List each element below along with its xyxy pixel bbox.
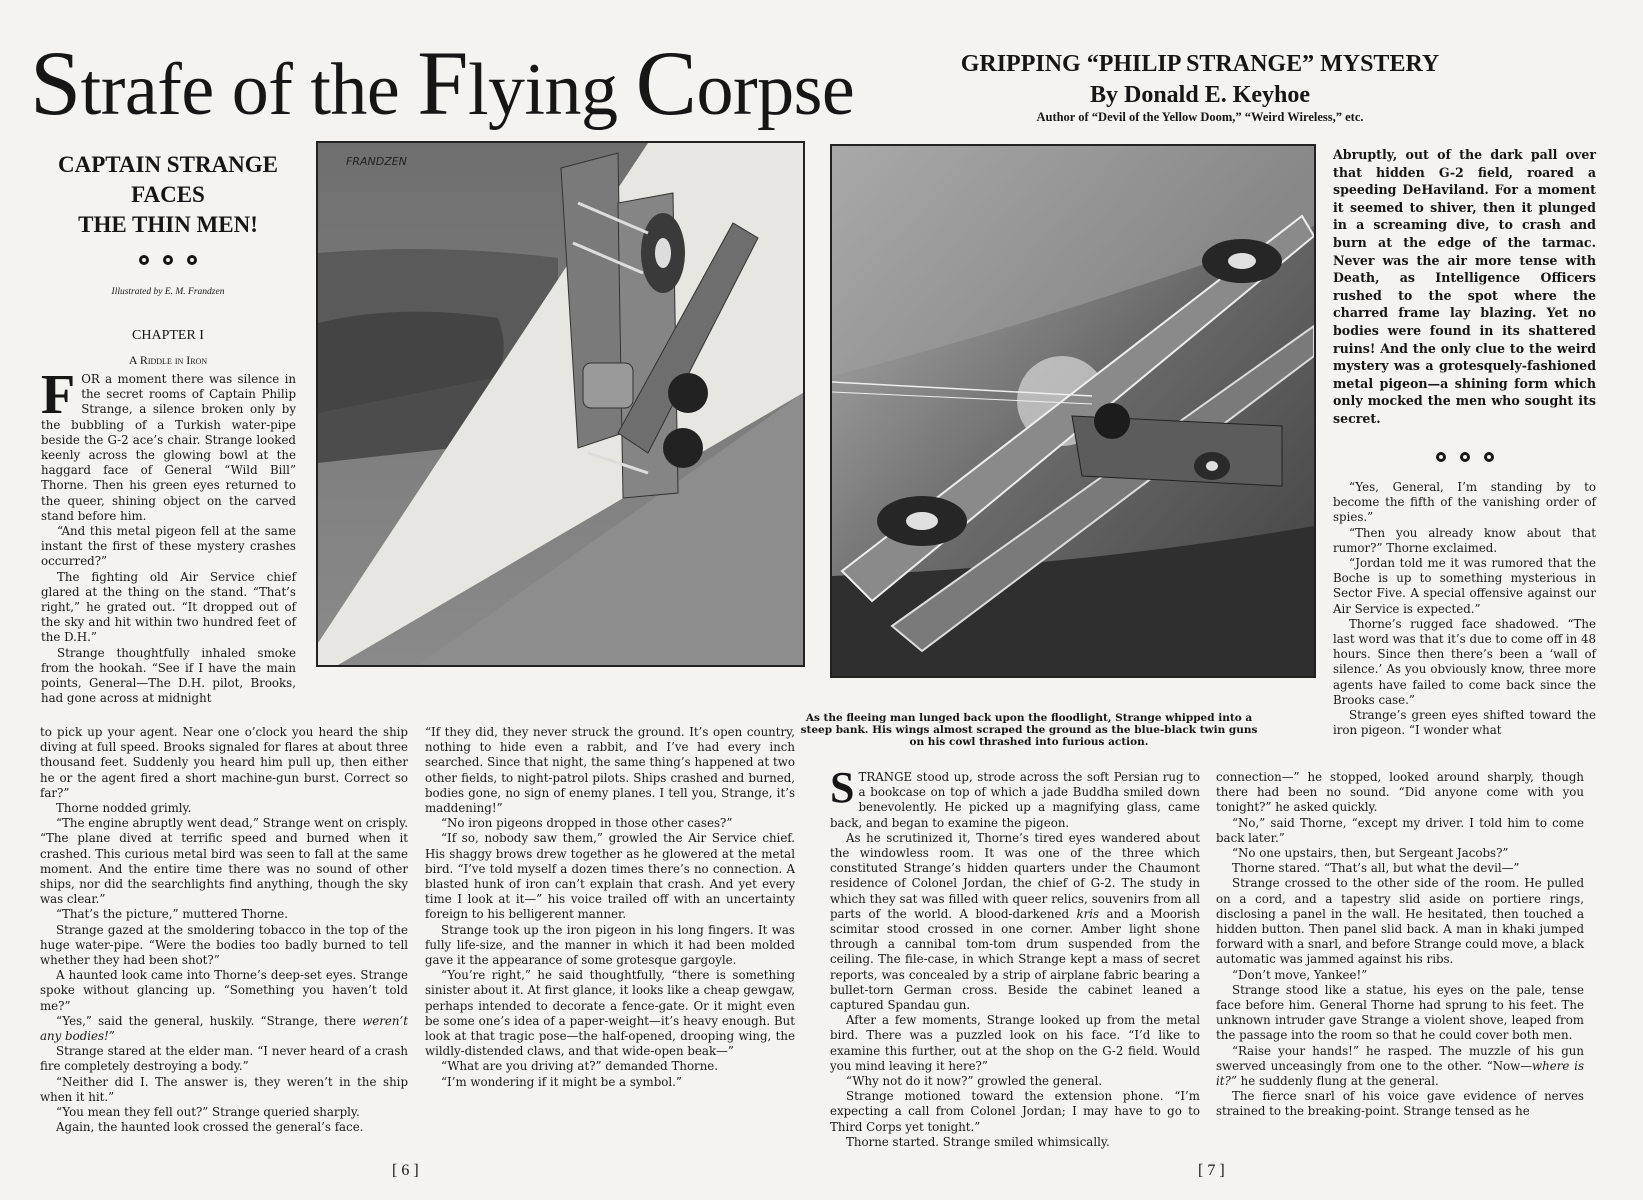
star-icon bbox=[187, 255, 197, 265]
paragraph: “Don’t move, Yankee!” bbox=[1232, 967, 1368, 982]
star-icon bbox=[1484, 452, 1494, 462]
paragraph: “And this metal pigeon fell at the same instant the first of these mystery crashes occurred?” bbox=[41, 524, 296, 569]
subhead bbox=[28, 150, 308, 240]
paragraph-text: As he scrutinized it, Thorne’s tired eyes wandered about the windowless room. It was one of the three which constituted Strange’s hidden quarters under the Chaumont residence of Colonel Jordan, the chief of G-2. The study in which they sat was filled with queer relics, souvenirs from all parts of the world. A blood-darkened bbox=[830, 830, 1200, 921]
diving-biplane-drawing bbox=[318, 143, 803, 665]
subhead-line: CAPTAIN STRANGE bbox=[57, 152, 279, 177]
drop-cap: S bbox=[830, 763, 855, 812]
paragraph: connection—” he stopped, looked around sharply, though there had been no sound. “Did anyone come with you tonight?” he asked quickly. bbox=[1216, 770, 1584, 815]
paragraph: “Yes, General, I’m standing by to become the fifth of the vanishing order of spies.” bbox=[1333, 480, 1596, 525]
star-icon bbox=[163, 255, 173, 265]
story-title bbox=[30, 32, 855, 135]
title-part: orpse bbox=[696, 49, 855, 131]
paragraph: Strange motioned toward the extension phone. “I’m expecting a call from Colonel Jordan; I may have to go to Third Corps yet tonight.” bbox=[830, 1089, 1200, 1134]
paragraph bbox=[1216, 1044, 1584, 1090]
illustration-banking-biplane-floodlight bbox=[830, 144, 1316, 678]
star-icon bbox=[139, 255, 149, 265]
paragraph: “Jordan told me it was rumored that the Boche is up to something mysterious in Sector Five. A special offensive against our Air Service is expected.” bbox=[1333, 556, 1596, 616]
paragraph: The fierce snarl of his voice gave evidence of nerves strained to the breaking-point. Strange tensed as he bbox=[1216, 1089, 1584, 1119]
paragraph: “Neither did I. The answer is, they weren’t in the ship when it hit.” bbox=[40, 1074, 408, 1104]
three-star-ornament-icon bbox=[28, 255, 308, 265]
title-initial-f: F bbox=[417, 32, 468, 134]
opening-paragraph bbox=[830, 763, 1200, 831]
column-2 bbox=[425, 725, 795, 1090]
title-initial-s: S bbox=[30, 32, 81, 134]
illustration-diving-biplane-searchlight bbox=[316, 141, 805, 667]
italic-text: weren’t any bodies!” bbox=[40, 1013, 408, 1044]
paragraph: “The engine abruptly went dead,” Strange went on crisply. “The plane dived at terrific speed and burned when it crashed. This curious metal bird was seen to fall at the same moment. And the entire time there was no sound of other ships, nor did the searchlights find anything, though the sky was clear.” bbox=[40, 816, 408, 907]
paragraph-text: TRANGE stood up, strode across the soft Persian rug to a bookcase on top of which a jade Buddha smiled down benevolently. He picked up a magnifying glass, came back, and began to examine the pigeon. bbox=[830, 770, 1200, 830]
paragraph: Thorne nodded grimly. bbox=[56, 801, 192, 816]
paragraph: Strange stood like a statue, his eyes on the pale, tense face before him. General Thorne had sprung to his feet. The unknown intruder gave Strange a violent shove, leaped from the passage into the room so that he could cover both men. bbox=[1216, 982, 1584, 1043]
artist-signature: FRANDZEN bbox=[346, 155, 407, 168]
paragraph: Strange took up the iron pigeon in his long fingers. It was fully life-size, and the manner in which it had been molded gave it the appearance of some grotesque gargoyle. bbox=[425, 922, 795, 968]
opening-paragraph bbox=[41, 364, 296, 524]
title-initial-c: C bbox=[635, 32, 697, 134]
paragraph-text: “Raise your hands!” he rasped. The muzzle of his gun swerved unceasingly from one to the other. “Now— bbox=[1216, 1043, 1584, 1073]
paragraph-text: OR a moment there was silence in the secret rooms of Captain Philip Strange, a silence broken only by the bubbling of a Turkish water-pipe beside the G-2 ace’s chair. Strange looked keenly across the glowing bowl at the haggard face of General “Wild Bill” Thorne. Then his green eyes returned to the queer, shining object on the carved stand before him. bbox=[41, 372, 296, 523]
column-4-bottom bbox=[1216, 770, 1584, 1120]
star-icon bbox=[1436, 452, 1446, 462]
italic-text: where is it?” bbox=[1216, 1058, 1585, 1089]
paragraph: “If so, nobody saw them,” growled the Air Service chief. His shaggy brows drew together as he glowered at the metal bird. “I’ve told myself a dozen times there’s no connection. A blasted hunk of iron can’t explain that crash. And yet every time I look at it—” his voice trailed off with an uncertainty foreign to his belligerent manner. bbox=[425, 831, 795, 922]
column-3 bbox=[830, 763, 1200, 1150]
paragraph: “What are you driving at?” demanded Thorne. bbox=[441, 1059, 719, 1074]
drop-cap: F bbox=[41, 364, 76, 426]
illustrator-credit: Illustrated by E. M. Frandzen bbox=[111, 287, 225, 297]
paragraph: “No,” said Thorne, “except my driver. I told him to come back later.” bbox=[1216, 815, 1584, 845]
paragraph: Thorne stared. “That’s all, but what the devil—” bbox=[1232, 861, 1520, 876]
chapter-heading: CHAPTER I bbox=[132, 328, 204, 343]
paragraph: “That’s the picture,” muttered Thorne. bbox=[56, 907, 289, 922]
banking-biplane-drawing bbox=[832, 146, 1314, 676]
paragraph bbox=[40, 1014, 408, 1044]
paragraph: Again, the haunted look crossed the general’s face. bbox=[56, 1120, 364, 1135]
subhead-line: FACES bbox=[131, 182, 205, 207]
paragraph: “If they did, they never struck the ground. It’s open country, nothing to hide even a rabbit, and I’ve had every inch searched. Since that night, the same thing’s happened at two other fields, to night-patrol pilots. Ships crashed and burned, bodies gone, no sign of enemy planes. I tell you, Strange, it’s maddening!” bbox=[425, 725, 795, 816]
series-line: GRIPPING “PHILIP STRANGE” MYSTERY bbox=[960, 51, 1440, 77]
paragraph: “You’re right,” he said thoughtfully, “there is something sinister about it. At first glance, it looks like a cheap gewgaw, perhaps intended to decorate a fence-gate. Or it might even be some one’s idea of a paper-weight—it’s heavy enough. But look at that tragic pose—the half-opened, drooping wing, the wildly-distended claws, and that wide-open beak—” bbox=[425, 968, 795, 1059]
illustration-caption: As the fleeing man lunged back upon the floodlight, Strange whipped into a steep bank. His wings almost scraped the ground as the blue-black twin guns on his cowl thrashed into furious action. bbox=[800, 712, 1258, 748]
title-part: lying bbox=[467, 49, 636, 131]
paragraph: Thorne’s rugged face shadowed. “The last word was that it’s due to come off in 48 hours. Since then there’s been a ‘wall of silence.’ As you obviously know, three more agents have failed to come back since the Brooks case.” bbox=[1333, 616, 1596, 707]
author-credits: Author of “Devil of the Yellow Doom,” “Weird Wireless,” etc. bbox=[1036, 110, 1364, 124]
paragraph: A haunted look came into Thorne’s deep-set eyes. Strange spoke without glancing up. “Something you haven’t told me?” bbox=[40, 968, 408, 1013]
paragraph-text: he suddenly flung at the general. bbox=[1236, 1074, 1439, 1089]
paragraph: “Then you already know about that rumor?” Thorne exclaimed. bbox=[1333, 525, 1596, 555]
paragraph-text: and a Moorish scimitar stood crossed in one corner. Amber light shone through a cannibal tom-tom drum suspended from the ceiling. The file-case, in which Strange kept a mass of secret reports, was concealed by a strip of airplane fabric bearing a bullet-torn German cross. Beside the cabinet leaned a captured Spandau gun. bbox=[830, 906, 1200, 1013]
paragraph: After a few moments, Strange looked up from the metal bird. There was a puzzled look on his face. “I’d like to examine this further, out at the shop on the G-2 field. Would you mind leaving it here?” bbox=[830, 1013, 1200, 1073]
paragraph: The fighting old Air Service chief glared at the thing on the stand. “That’s right,” he grated out. “It dropped out of the sky and hit within two hundred feet of the D.H.” bbox=[41, 569, 296, 645]
column-4-top bbox=[1333, 480, 1596, 738]
three-star-ornament-icon bbox=[1333, 452, 1596, 462]
paragraph: “Why not do it now?” growled the general. bbox=[846, 1074, 1103, 1089]
chapter-title: A Riddle in Iron bbox=[128, 353, 208, 367]
paragraph: “You mean they fell out?” Strange queried sharply. bbox=[56, 1105, 360, 1120]
paragraph: Strange crossed to the other side of the room. He pulled on a cord, and a tapestry slid aside on portiere rings, disclosing a panel in the wall. He hesitated, then touched a hidden button. Then panel slid back. A man in khaki jumped forward with a snarl, and before Strange could move, a black automatic was jammed against his ribs. bbox=[1216, 876, 1584, 967]
paragraph-text: “Yes,” said the general, huskily. “Strange, there bbox=[56, 1013, 363, 1028]
italic-text: kris bbox=[1076, 906, 1100, 921]
paragraph: Strange’s green eyes shifted toward the iron pigeon. “I wonder what bbox=[1333, 708, 1596, 738]
subhead-line: THE THIN MEN! bbox=[78, 212, 258, 237]
paragraph: Strange stared at the elder man. “I never heard of a crash fire completely destroying a body.” bbox=[40, 1044, 408, 1074]
paragraph: “I’m wondering if it might be a symbol.” bbox=[441, 1074, 682, 1089]
column-1-bottom bbox=[40, 725, 408, 1135]
byline: By Donald E. Keyhoe bbox=[1089, 82, 1311, 108]
paragraph: “No one upstairs, then, but Sergeant Jacobs?” bbox=[1232, 846, 1509, 861]
story-blurb: Abruptly, out of the dark pall over that hidden G-2 field, roared a speeding DeHaviland. For a moment it seemed to shiver, then it plunged in a screaming dive, to crash and burn at the edge of the tarmac. Never was the air more tense with Death, as Intelligence Officers rushed to the spot where the charred frame lay blazing. Yet no bodies were found in its shattered ruins! And the only clue to the weird mystery was a grotesquely-fashioned metal pigeon—a shining form which only mocked the men who sought its secret. bbox=[1333, 147, 1596, 426]
paragraph: Thorne started. Strange smiled whimsically. bbox=[846, 1134, 1110, 1149]
paragraph: Strange gazed at the smoldering tobacco in the top of the huge water-pipe. “Were the bodies too badly burned to tell whether they had been shot?” bbox=[40, 922, 408, 968]
title-part: trafe of the bbox=[80, 49, 418, 131]
paragraph: Strange thoughtfully inhaled smoke from the hookah. “See if I have the main points, General—The D.H. pilot, Brooks, had gone across at midnight bbox=[41, 645, 296, 706]
paragraph: “No iron pigeons dropped in those other cases?” bbox=[441, 816, 733, 831]
star-icon bbox=[1460, 452, 1470, 462]
column-1-top bbox=[41, 364, 296, 706]
paragraph bbox=[830, 831, 1200, 1013]
paragraph: to pick up your agent. Near one o’clock you heard the ship diving at full speed. Brooks signaled for flares at about three thousand feet. Suddenly you heard him pull up, then either he or the agent fired a short machine-gun burst. Correct so far?” bbox=[40, 725, 408, 800]
page-number-left: [ 6 ] bbox=[392, 1162, 419, 1179]
page-number-right: [ 7 ] bbox=[1198, 1162, 1225, 1179]
